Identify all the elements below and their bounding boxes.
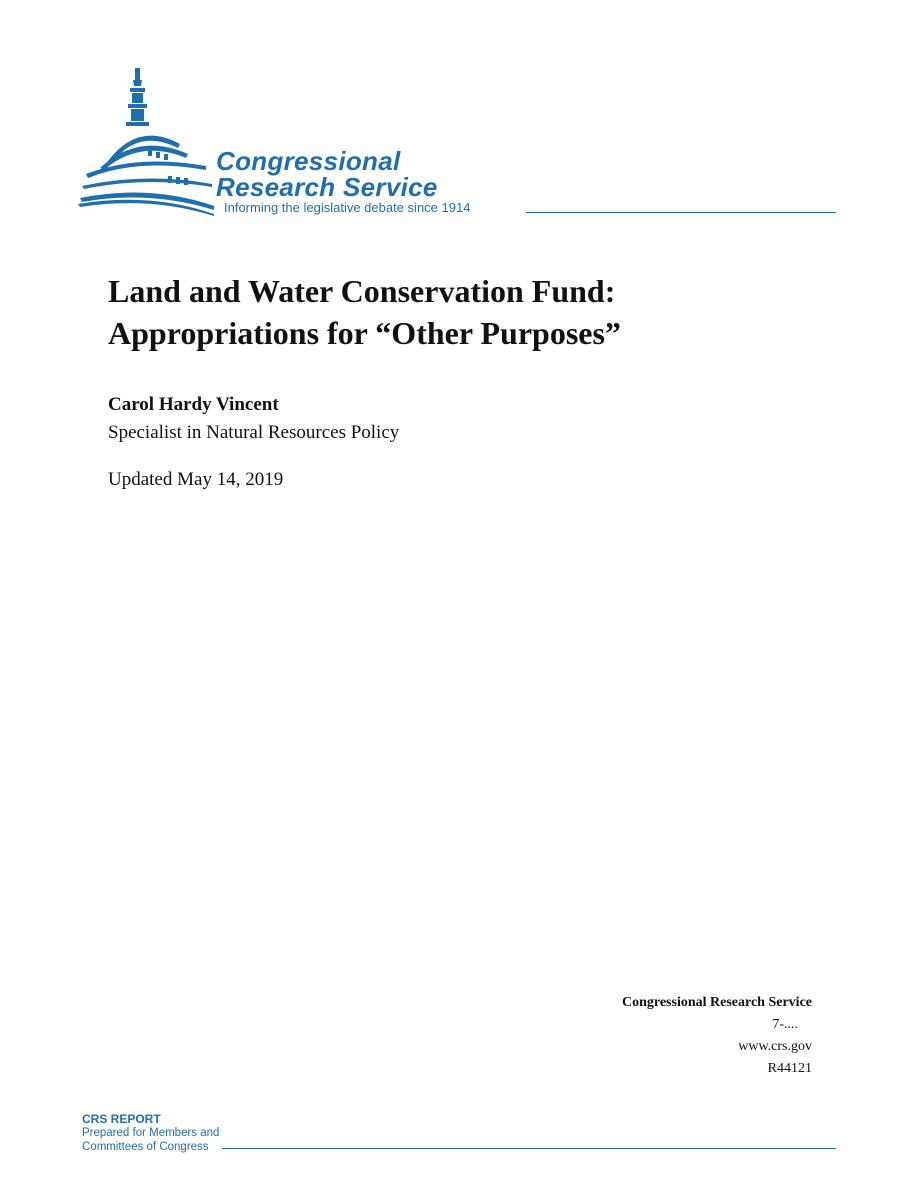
- footer-website: www.crs.gov: [738, 1039, 812, 1054]
- report-title: [108, 270, 828, 354]
- prepared-for-line1: Prepared for Members and: [82, 1127, 220, 1139]
- footer-org-name: Congressional Research Service: [621, 995, 812, 1010]
- header-divider: [526, 212, 836, 213]
- footer-divider: [222, 1148, 836, 1149]
- prepared-for-line2: Committees of Congress: [82, 1141, 209, 1153]
- report-title-line1: Land and Water Conservation Fund:: [108, 273, 616, 309]
- org-name-line2: Research Service: [216, 172, 438, 202]
- author-title: Specialist in Natural Resources Policy: [108, 422, 400, 443]
- org-tagline: Informing the legislative debate since 1914: [224, 200, 471, 215]
- report-info-block: [622, 992, 812, 1080]
- footer-code: 7-....: [772, 1017, 798, 1032]
- report-header: [0, 0, 920, 230]
- author-name: Carol Hardy Vincent: [108, 394, 279, 415]
- capitol-dome-logo-icon: [78, 66, 218, 218]
- crs-report-label-block: [82, 1112, 219, 1154]
- report-number: R44121: [767, 1061, 812, 1076]
- report-title-line2: Appropriations for “Other Purposes”: [108, 315, 621, 351]
- org-name-line1: Congressional: [216, 146, 401, 176]
- crs-report-label: CRS REPORT: [82, 1112, 161, 1126]
- updated-date: Updated May 14, 2019: [108, 469, 284, 490]
